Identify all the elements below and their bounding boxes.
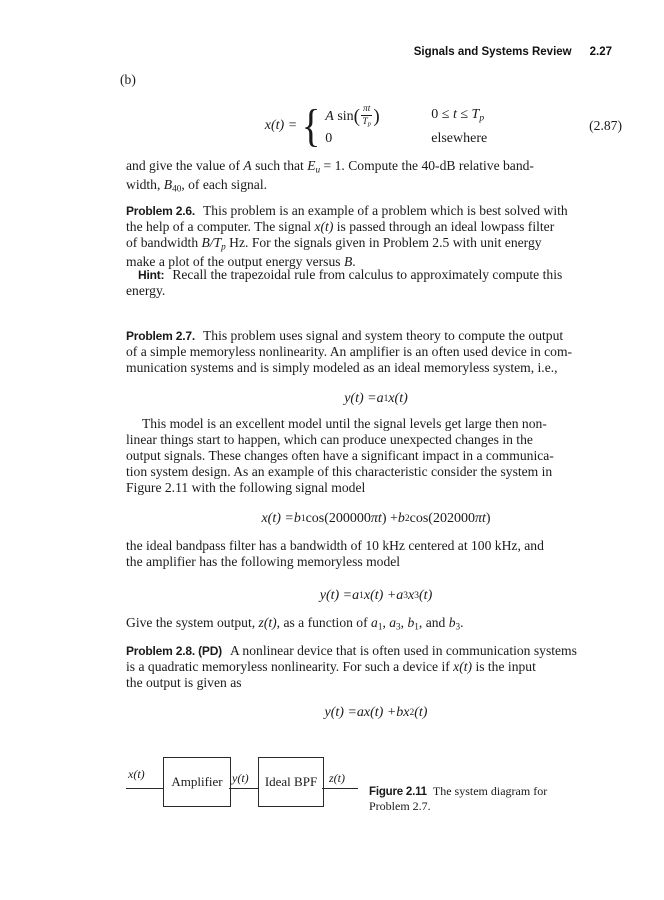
text-run: x xyxy=(408,588,415,603)
text-run: , and xyxy=(418,615,449,630)
text-run: ≤ xyxy=(456,107,472,123)
paragraph-bandpass xyxy=(126,538,626,570)
text-run: b xyxy=(448,615,456,630)
text-run: y(t) = xyxy=(344,391,377,406)
text-run: a xyxy=(376,391,384,406)
text-run: Problem 2.6. xyxy=(126,204,195,218)
paragraph-give-output xyxy=(126,615,626,634)
text-run: width, xyxy=(126,177,164,193)
text-run: a xyxy=(396,588,404,603)
text-run: b xyxy=(397,511,405,526)
text-run: x(t) xyxy=(453,659,473,674)
equation-cases xyxy=(325,104,487,148)
text-run: 0 xyxy=(325,131,333,146)
text-run: is a quadratic memoryless nonlinearity. For such a device if xyxy=(126,659,454,674)
text-run: linear things start to happen, which can produce unexpected changes in the xyxy=(126,432,533,447)
running-head-title: Signals and Systems Review xyxy=(413,46,572,58)
case-expr-pre xyxy=(325,108,353,126)
text-run: B xyxy=(343,254,353,270)
fraction-numerator xyxy=(361,104,372,116)
text-run: 1 xyxy=(383,394,389,404)
text-run: Give the system output, xyxy=(126,615,259,630)
text-run: , xyxy=(400,615,408,630)
text-run: 3 xyxy=(455,621,461,632)
text-run: This problem uses signal and system theory to compute the output xyxy=(202,328,564,343)
text-run: B/T xyxy=(201,235,222,250)
figure-mid-label: y(t) xyxy=(232,771,249,785)
text-run: the ideal bandpass filter has a bandwidth of 10 kHz centered at 100 kHz, and xyxy=(126,538,544,553)
page-number: 2.27 xyxy=(589,46,612,58)
text-run: output signals. These changes often have a significant impact in a communica- xyxy=(126,448,554,463)
text-run: 0 ≤ xyxy=(431,107,453,123)
text-run: 2 xyxy=(404,514,410,524)
text-run: tion system design. As an example of this characteristic consider the system in xyxy=(126,464,553,479)
text-run: t xyxy=(452,107,457,123)
text-run: u xyxy=(315,164,321,175)
text-run: ) xyxy=(485,511,491,526)
ideal-bpf-block-label: Ideal BPF xyxy=(264,774,318,789)
cases-brace: { xyxy=(301,100,321,151)
text-run: bx xyxy=(396,705,410,720)
text-run: (t) xyxy=(414,705,428,720)
text-run: Problem 2.7. xyxy=(126,329,195,343)
text-run: Problem 2.8. (PD) xyxy=(126,644,222,658)
text-run: 3 xyxy=(403,591,409,601)
equation-signal-model xyxy=(126,510,626,528)
page-header xyxy=(414,46,612,58)
paragraph-problem-2-6 xyxy=(126,203,626,270)
figure-caption xyxy=(369,785,549,813)
text-run: y(t) = xyxy=(319,588,353,603)
mid-wire xyxy=(229,788,258,789)
input-wire xyxy=(126,788,163,789)
equation-nonlinear-model xyxy=(126,587,626,605)
left-paren: ( xyxy=(353,106,360,128)
amplifier-block xyxy=(163,757,231,807)
text-run: b xyxy=(407,615,415,630)
text-run: This problem is an example of a problem which is best solved with xyxy=(202,203,568,218)
paragraph-problem-2-8 xyxy=(126,643,626,691)
text-run: πt xyxy=(370,511,382,526)
text-run: A nonlinear device that is often used in communication systems xyxy=(229,643,577,658)
case-condition xyxy=(431,106,484,127)
text-run: elsewhere xyxy=(431,131,488,146)
text-run: B xyxy=(163,177,173,193)
text-run: 40 xyxy=(172,183,182,194)
paragraph-hint xyxy=(126,267,626,299)
text-run: is passed through an ideal lowpass filter xyxy=(333,219,555,234)
text-run: of a simple memoryless nonlinearity. An amplifier is an often used device in com- xyxy=(126,344,573,359)
case-expression xyxy=(325,130,431,148)
equation-2-87 xyxy=(126,100,626,152)
amplifier-block-label: Amplifier xyxy=(171,774,223,789)
text-run: 1 xyxy=(377,621,383,632)
text-run: y(t) = xyxy=(324,705,357,720)
part-b-label: (b) xyxy=(120,72,136,87)
fraction xyxy=(361,104,372,130)
text-run: 1 xyxy=(300,514,306,524)
text-run: sin xyxy=(333,108,354,124)
text-run: munication systems and is simply modeled as an ideal memoryless system, i.e., xyxy=(126,360,558,375)
text-run: Figure 2.11 with the following signal model xyxy=(126,480,366,495)
text-run: such that xyxy=(251,158,308,173)
text-run: , of each signal. xyxy=(181,177,267,193)
equation-quadratic-model xyxy=(126,704,626,722)
text-run: p xyxy=(367,120,371,128)
text-run: energy. xyxy=(126,283,166,298)
text-run: p xyxy=(221,241,226,252)
figure-caption-text: The system diagram for Problem 2.7. xyxy=(369,784,548,813)
text-run: T xyxy=(362,117,368,128)
text-run: 3 xyxy=(414,591,420,601)
text-run: a xyxy=(371,615,378,630)
text-run: , as a function of xyxy=(276,615,372,630)
text-run: (t) xyxy=(419,588,433,603)
paragraph-after-b xyxy=(126,158,626,197)
text-run: of bandwidth xyxy=(126,235,202,250)
fraction-denominator xyxy=(362,116,371,130)
case-row xyxy=(325,104,487,130)
case-expression xyxy=(325,104,431,130)
text-run: Hz. For the signals given in Problem 2.5 with unit energy xyxy=(225,235,542,250)
text-run: x(t) xyxy=(388,391,408,406)
text-run: T xyxy=(471,107,480,123)
case-row xyxy=(325,130,487,148)
text-run: A xyxy=(325,108,334,124)
equation-number: (2.87) xyxy=(589,118,622,133)
text-run: This model is an excellent model until the signal levels get large then non- xyxy=(142,416,547,431)
text-run: cos(200000 xyxy=(305,511,371,526)
text-run: the output is given as xyxy=(126,675,242,690)
text-run: A xyxy=(243,158,252,173)
text-run: x(t) + xyxy=(363,588,397,603)
text-run: ax(t) + xyxy=(356,705,397,720)
text-run: x(t) = xyxy=(261,511,294,526)
text-run: the amplifier has the following memoryless model xyxy=(126,554,401,569)
text-run: πt xyxy=(474,511,486,526)
text-run: cos(202000 xyxy=(409,511,475,526)
text-run: and give the value of xyxy=(126,158,244,173)
figure-output-label: z(t) xyxy=(329,771,345,785)
right-paren: ) xyxy=(373,106,380,128)
text-run: x(t) xyxy=(314,219,334,234)
paragraph-model-discussion xyxy=(126,416,626,496)
figure-2-11 xyxy=(126,757,626,857)
text-run: x(t) = xyxy=(264,118,298,133)
text-run: . xyxy=(460,615,464,630)
text-run: is the input xyxy=(472,659,536,674)
equation-amplifier-model xyxy=(126,390,626,408)
paragraph-problem-2-7 xyxy=(126,328,626,376)
text-run: Recall the trapezoidal rule from calculus to approximately compute this xyxy=(172,267,563,282)
ideal-bpf-block xyxy=(258,757,324,807)
text-run: p xyxy=(479,113,485,124)
text-run: 1 xyxy=(414,621,419,632)
text-run: 2 xyxy=(409,708,415,718)
text-run: make a plot of the output energy versus xyxy=(126,254,344,270)
text-run: 1 xyxy=(359,591,364,601)
equation-lhs xyxy=(265,117,297,135)
text-run: a xyxy=(389,615,397,630)
text-run: Hint: xyxy=(138,268,165,282)
text-run: a xyxy=(352,588,360,603)
text-run: . xyxy=(352,254,356,270)
text-run: ) + xyxy=(381,511,398,526)
text-run: 3 xyxy=(396,621,401,632)
output-wire xyxy=(322,788,358,789)
text-run: b xyxy=(293,511,301,526)
text-run: z(t) xyxy=(258,615,277,630)
text-run: E xyxy=(307,158,316,173)
case-condition xyxy=(431,130,487,148)
text-run: the help of a computer. The signal xyxy=(126,219,315,234)
text-run: πt xyxy=(362,104,371,115)
figure-input-label: x(t) xyxy=(128,767,145,781)
text-run: , xyxy=(382,615,390,630)
text-run: = 1. Compute the 40-dB relative band- xyxy=(320,158,534,173)
figure-caption-label: Figure 2.11 xyxy=(369,786,427,798)
